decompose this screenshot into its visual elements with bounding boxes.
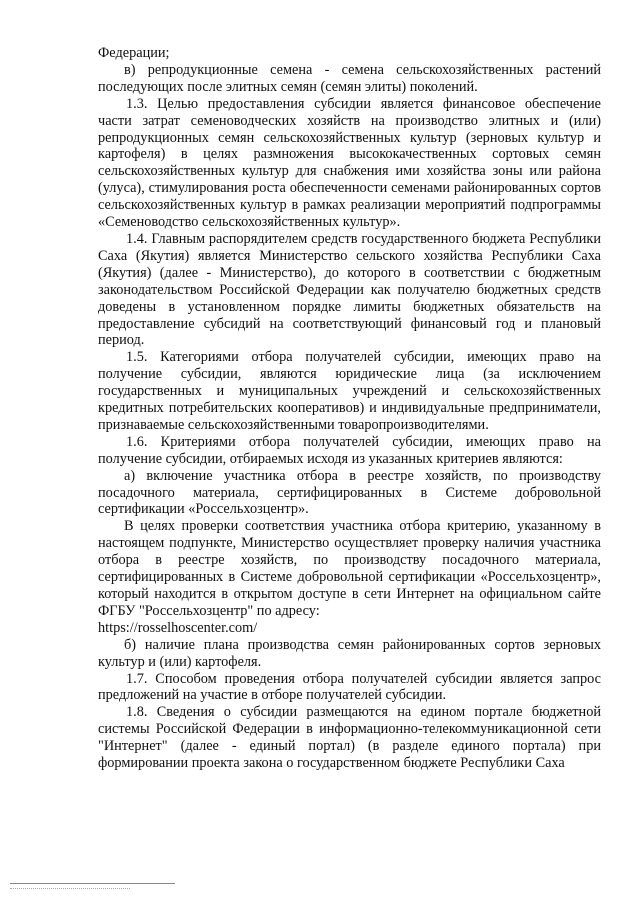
paragraph-1-8: 1.8. Сведения о субсидии размещаются на едином портале бюджетной системы Российской Федерации в информационно-телекоммуникационной сети "Интернет" (далее - единый портал) (в разделе единого портала) при формировании проекта закона о государственном бюджете Республики Саха [98,704,601,772]
paragraph-item-b: б) наличие плана производства семян районированных сортов зерновых культур и (или) картофеля. [98,636,601,670]
paragraph-url: https://rosselhoscenter.com/ [98,619,258,636]
paragraph-item-v: в) репродукционные семена - семена сельскохозяйственных растений последующих после элитных семян (семян элиты) поколений. [98,61,601,95]
paragraph-item-a: а) включение участника отбора в реестре хозяйств, по производству посадочного материала, сертифицированных в Системе добровольной сертификации «Россельхозцентр». [98,467,601,518]
paragraph-1-5: 1.5. Категориями отбора получателей субсидии, имеющих право на получение субсидии, являются юридические лица (за исключением государственных и муниципальных учреждений и сельскохозяйственных кредитных потребительских кооперативов) и индивидуальные предприниматели, признаваемые сельскохозяйственными товаропроизводителями. [98,349,601,433]
paragraph-1-4: 1.4. Главным распорядителем средств государственного бюджета Республики Саха (Якутия) является Министерство сельского хозяйства Республики Саха (Якутия) (далее - Министерство), до которого в соответствии с бюджетным законодательством Российской Федерации как получателю бюджетных средств доведены в установленном порядке лимиты бюджетных обязательств на предоставление субсидий на соответствующий финансовый год и плановый период. [98,230,601,349]
paragraph-1-6: 1.6. Критериями отбора получателей субсидии, имеющих право на получение субсидии, отбираемых исходя из указанных критериев являются: [98,433,601,467]
paragraph-verification: В целях проверки соответствия участника отбора критерию, указанному в настоящем подпункте, Министерство осуществляет проверку наличия участника отбора в реестре хозяйств, по производству посадочного материала, сертифицированных в Системе добровольной сертификации «Россельхозцентр», который находится в открытом доступе в сети Интернет на официальном сайте ФГБУ "Россельхозцентр" по адресу: [98,518,601,619]
document-page [98,45,601,772]
footer-divider [10,883,175,884]
paragraph-1-3: 1.3. Целью предоставления субсидии является финансовое обеспечение части затрат семеноводческих хозяйств на производство элитных и (или) репродукционных семян сельскохозяйственных культур (зерновых культур и картофеля) в целях размножения высококачественных сортовых семян сельскохозяйственных культур для снабжения ими хозяйства зоны или района (улуса), стимулирования роста обеспеченности семенами районированных сортов сельскохозяйственных культур в рамках реализации мероприятий подпрограммы «Семеноводство сельскохозяйственных культур». [98,95,601,231]
paragraph-1-7: 1.7. Способом проведения отбора получателей субсидии является запрос предложений на участие в отборе получателей субсидии. [98,670,601,704]
paragraph-continuation: Федерации; [98,45,170,61]
footer-divider-secondary [10,888,130,889]
